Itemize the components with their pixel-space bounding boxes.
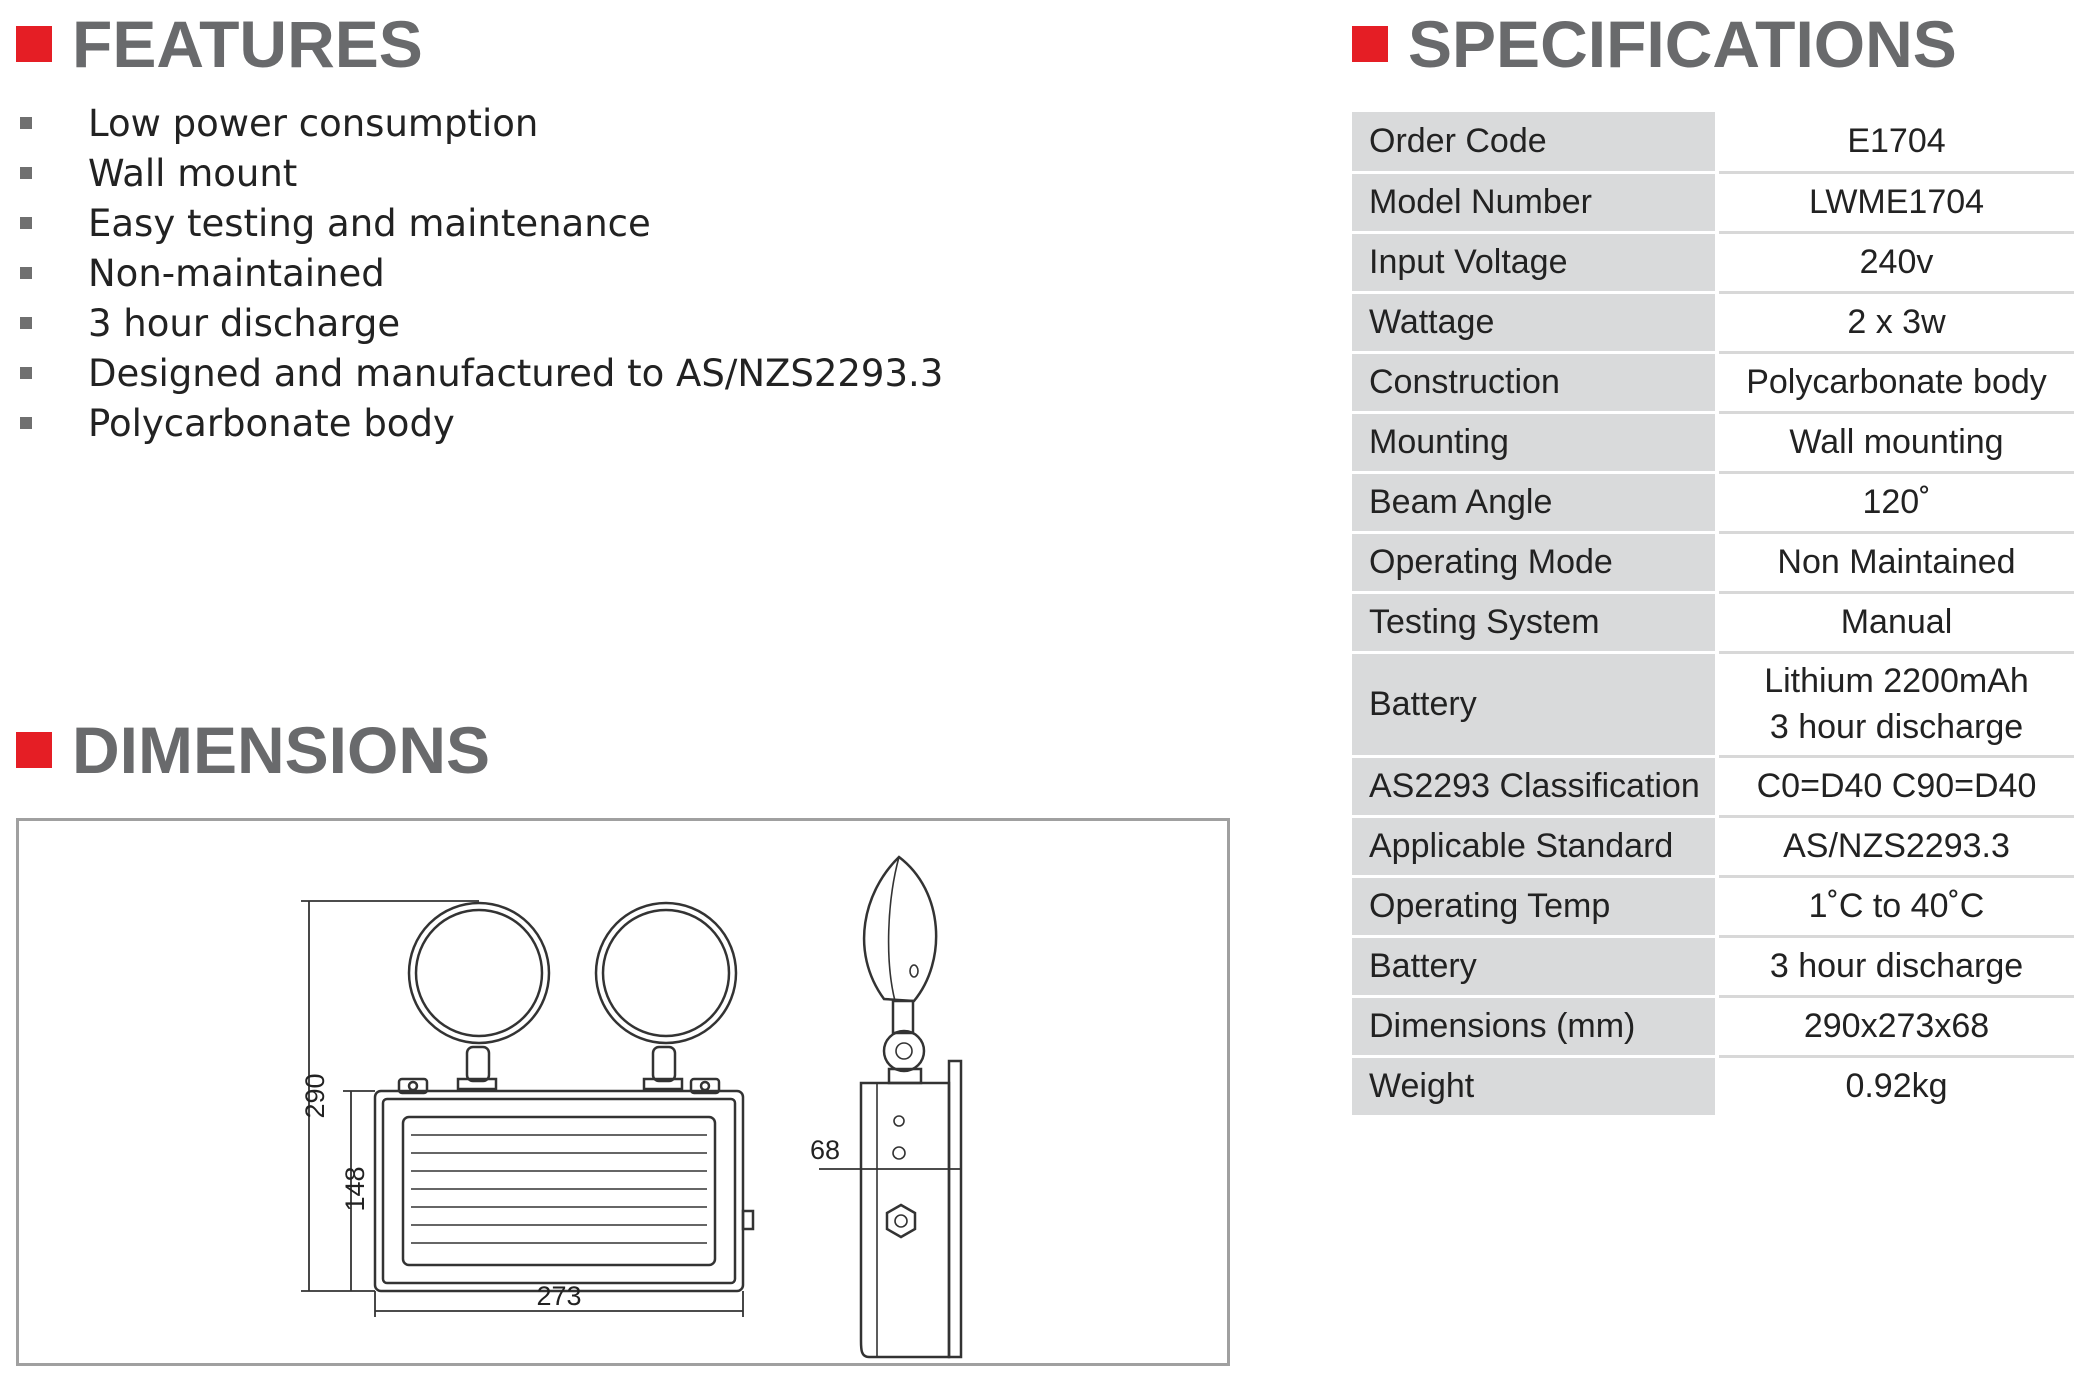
square-bullet-icon	[20, 167, 32, 179]
spec-value: 290x273x68	[1717, 996, 2074, 1056]
table-row	[1352, 1056, 2074, 1116]
table-row	[1352, 292, 2074, 352]
specifications-table	[1352, 112, 2074, 1118]
lamp-head-left-inner	[416, 910, 542, 1036]
red-square-icon	[16, 732, 52, 768]
spec-value: 0.92kg	[1845, 1067, 1948, 1106]
lamp-head-right	[596, 903, 736, 1043]
lamp-head-right-inner	[603, 910, 729, 1036]
spec-label: Battery	[1352, 936, 1717, 996]
spec-value: 240v	[1717, 232, 2074, 292]
list-item: Designed and manufactured to AS/NZS2293.3	[18, 348, 943, 398]
side-test-button	[743, 1211, 753, 1229]
table-row	[1352, 472, 2074, 532]
side-view	[810, 857, 961, 1357]
side-lamp-mark	[910, 965, 918, 977]
spec-label: Operating Temp	[1352, 876, 1717, 936]
specifications-heading	[1352, 6, 1957, 82]
body-inner	[383, 1099, 735, 1283]
spec-value: C0=D40 C90=D40	[1717, 756, 2074, 816]
dim-label-height-body: 148	[340, 1166, 370, 1212]
spec-label: Battery	[1352, 652, 1717, 756]
list-item: Easy testing and maintenance	[18, 198, 943, 248]
spec-label: Order Code	[1352, 112, 1717, 172]
list-item: Polycarbonate body	[18, 398, 943, 448]
side-lamp-head	[864, 857, 936, 1001]
list-item: Low power consumption	[18, 98, 943, 148]
square-bullet-icon	[20, 117, 32, 129]
spec-value: Wall mounting	[1717, 412, 2074, 472]
spec-label: Wattage	[1352, 292, 1717, 352]
spec-label: Applicable Standard	[1352, 816, 1717, 876]
side-pivot	[884, 1031, 924, 1071]
table-row	[1352, 532, 2074, 592]
spec-value	[1717, 652, 2074, 756]
features-list	[18, 98, 943, 448]
spec-label: Model Number	[1352, 172, 1717, 232]
side-wall-plate	[949, 1061, 961, 1357]
dimension-drawing	[19, 821, 1227, 1363]
dim-label-width: 273	[536, 1281, 582, 1311]
dimension-lines	[301, 901, 743, 1317]
square-bullet-icon	[20, 417, 32, 429]
side-gland-hole	[895, 1215, 907, 1227]
features-title: FEATURES	[72, 7, 423, 81]
front-view	[300, 901, 753, 1317]
spec-value: 3 hour discharge	[1717, 936, 2074, 996]
red-square-icon	[1352, 26, 1388, 62]
table-row	[1352, 756, 2074, 816]
spec-label: Weight	[1352, 1056, 1717, 1116]
square-bullet-icon	[20, 267, 32, 279]
table-row	[1352, 816, 2074, 876]
square-bullet-icon	[20, 317, 32, 329]
spec-label: AS2293 Classification	[1352, 756, 1717, 816]
lamp-stem-left	[467, 1047, 489, 1081]
dimensions-title: DIMENSIONS	[72, 713, 491, 787]
dim-label-depth: 68	[809, 1135, 841, 1165]
spec-value: LWME1704	[1717, 172, 2074, 232]
table-row	[1352, 592, 2074, 652]
spec-value: Polycarbonate body	[1717, 352, 2074, 412]
side-lamp-edge	[889, 857, 899, 1001]
lamp-head-left	[409, 903, 549, 1043]
spec-value: 2 x 3w	[1717, 292, 2074, 352]
spec-label: Dimensions (mm)	[1352, 996, 1717, 1056]
dimension-drawing-frame	[16, 818, 1230, 1366]
square-bullet-icon	[20, 217, 32, 229]
lamp-stem-right	[653, 1047, 675, 1081]
screw-hole	[701, 1082, 709, 1090]
spec-value-line2: 3 hour discharge	[1769, 708, 2024, 746]
dim-label-height-total: 290	[300, 1073, 330, 1119]
spec-value: E1704	[1717, 112, 2074, 172]
table-row	[1352, 172, 2074, 232]
spec-label: Input Voltage	[1352, 232, 1717, 292]
red-square-icon	[16, 26, 52, 62]
spec-value: Non Maintained	[1717, 532, 2074, 592]
spec-label: Operating Mode	[1352, 532, 1717, 592]
side-stem	[893, 1001, 913, 1033]
side-body	[861, 1083, 949, 1357]
spec-label: Beam Angle	[1352, 472, 1717, 532]
square-bullet-icon	[20, 367, 32, 379]
spec-label: Construction	[1352, 352, 1717, 412]
table-row	[1352, 352, 2074, 412]
spec-value: Manual	[1717, 592, 2074, 652]
spec-value-line1: Lithium 2200mAh	[1764, 662, 2029, 700]
table-row	[1352, 876, 2074, 936]
body-outer	[375, 1091, 743, 1291]
table-row	[1352, 996, 2074, 1056]
spec-value: 120˚	[1717, 472, 2074, 532]
spec-value: AS/NZS2293.3	[1717, 816, 2074, 876]
dimensions-heading	[16, 712, 490, 788]
spec-label: Mounting	[1352, 412, 1717, 472]
table-row	[1352, 112, 2074, 172]
features-heading	[16, 6, 423, 82]
spec-value: 1˚C to 40˚C	[1717, 876, 2074, 936]
spec-label: Testing System	[1352, 592, 1717, 652]
list-item: Non-maintained	[18, 248, 943, 298]
side-gland-nut	[887, 1205, 915, 1237]
table-row	[1352, 232, 2074, 292]
diffuser-ribs	[411, 1135, 707, 1243]
table-row	[1352, 936, 2074, 996]
list-item: Wall mount	[18, 148, 943, 198]
table-row	[1352, 412, 2074, 472]
specifications-title: SPECIFICATIONS	[1408, 7, 1957, 81]
screw-hole	[409, 1082, 417, 1090]
table-row	[1352, 652, 2074, 756]
side-hole-top	[894, 1116, 904, 1126]
side-pivot-bolt	[896, 1043, 912, 1059]
list-item: 3 hour discharge	[18, 298, 943, 348]
side-hole-mid	[893, 1147, 905, 1159]
